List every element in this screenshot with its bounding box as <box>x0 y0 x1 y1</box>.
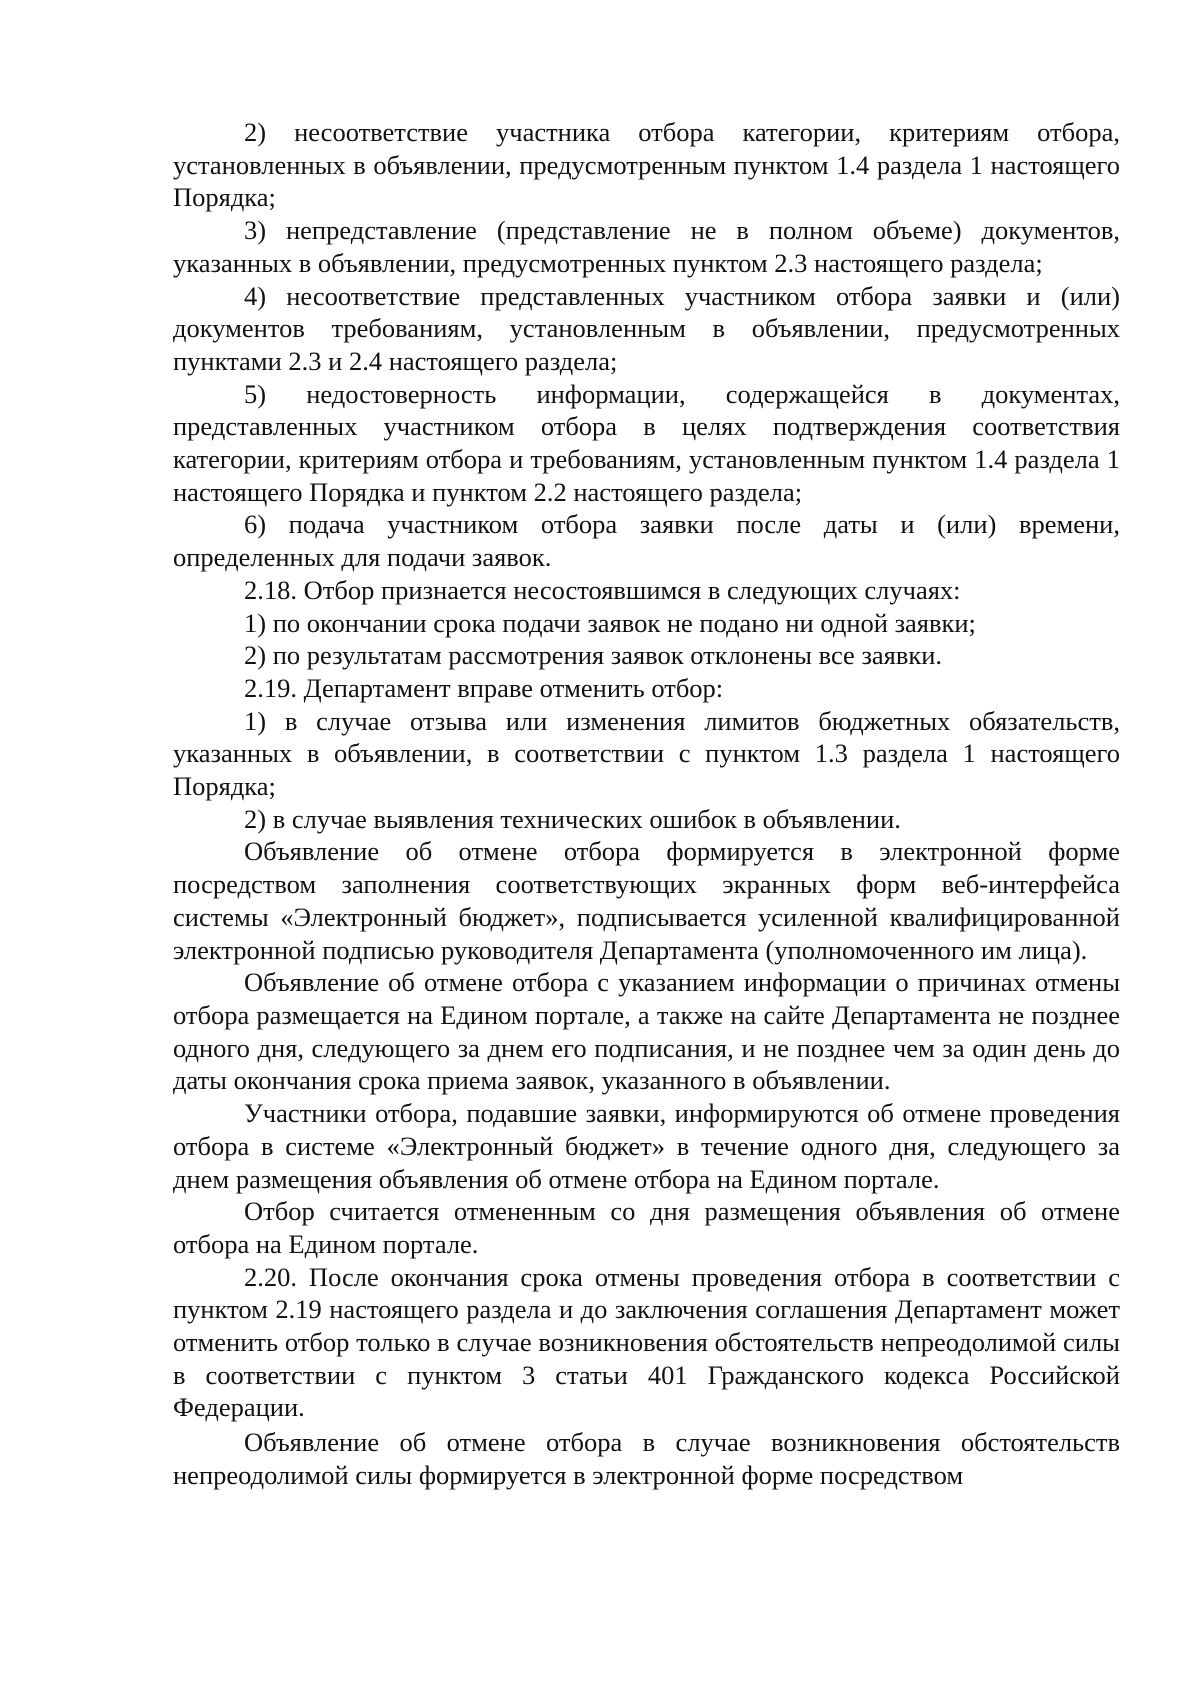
paragraph-2-18-item-2: 2) по результатам рассмотрения заявок отклонены все заявки. <box>244 640 943 671</box>
paragraph-2-18-item-1: 1) по окончании срока подачи заявок не подано ни одной заявки; <box>244 607 976 638</box>
paragraph-cancellation-notice-publication: Объявление об отмене отбора с указанием информации о причинах отмены отбора размещается на Едином портале, а также на сайте Департамента не позднее одного дня, следующего за днем его подписания, и не позднее чем за один день до даты окончания срока приема заявок, указанного в объявлении. <box>173 967 1120 1096</box>
paragraph-force-majeure-notice: Объявление об отмене отбора в случае возникновения обстоятельств непреодолимой силы формируется в электронной форме посредством <box>173 1427 1120 1490</box>
section-2-20-paragraph: 2.20. После окончания срока отмены проведения отбора в соответствии с пунктом 2.19 настоящего раздела и до заключения соглашения Департамент может отменить отбор только в случае возникновения обстоятельств непреодолимой силы в соответствии с пунктом 3 статьи 401 Гражданского кодекса Российской Федерации. <box>173 1261 1120 1423</box>
section-2-18-heading: 2.18. Отбор признается несостоявшимся в следующих случаях: <box>244 574 961 605</box>
paragraph-4-non-compliance-requirements: 4) несоответствие представленных участником отбора заявки и (или) документов требованиям, установленным в объявлении, предусмотренных пунктами 2.3 и 2.4 настоящего раздела; <box>173 280 1120 376</box>
paragraph-3-non-submission-documents: 3) непредставление (представление не в полном объеме) документов, указанных в объявлении, предусмотренных пунктом 2.3 настоящего раздела; <box>173 215 1120 278</box>
paragraph-2-non-compliance-category: 2) несоответствие участника отбора категории, критериям отбора, установленных в объявлении, предусмотренным пунктом 1.4 раздела 1 настоящего Порядка; <box>173 117 1120 213</box>
section-2-19-heading: 2.19. Департамент вправе отменить отбор: <box>244 672 724 703</box>
paragraph-5-unreliable-information: 5) недостоверность информации, содержащейся в документах, представленных участником отбора в целях подтверждения соответствия категории, критериям отбора и требованиям, установленным пунктом 1.4 раздела 1 настоящего Порядка и пунктом 2.2 настоящего раздела; <box>173 378 1120 507</box>
paragraph-cancellation-notice-form: Объявление об отмене отбора формируется в электронной форме посредством заполнения соответствующих экранных форм веб-интерфейса системы «Электронный бюджет», подписывается усиленной квалифицированной электронной подписью руководителя Департамента (уполномоченного им лица). <box>173 836 1120 965</box>
paragraph-2-19-item-2: 2) в случае выявления технических ошибок в объявлении. <box>244 803 901 834</box>
paragraph-6-late-submission: 6) подача участником отбора заявки после даты и (или) времени, определенных для подачи заявок. <box>173 509 1120 573</box>
paragraph-2-19-item-1: 1) в случае отзыва или изменения лимитов бюджетных обязательств, указанных в объявлении, в соответствии с пунктом 1.3 раздела 1 настоящего Порядка; <box>173 705 1120 802</box>
document-page <box>173 116 1120 1492</box>
paragraph-participants-informed: Участники отбора, подавшие заявки, информируются об отмене проведения отбора в системе «Электронный бюджет» в течение одного дня, следующего за днем размещения объявления об отмене отбора на Едином портале. <box>173 1098 1120 1194</box>
paragraph-cancellation-effective: Отбор считается отмененным со дня размещения объявления об отмене отбора на Едином портале. <box>173 1196 1120 1259</box>
